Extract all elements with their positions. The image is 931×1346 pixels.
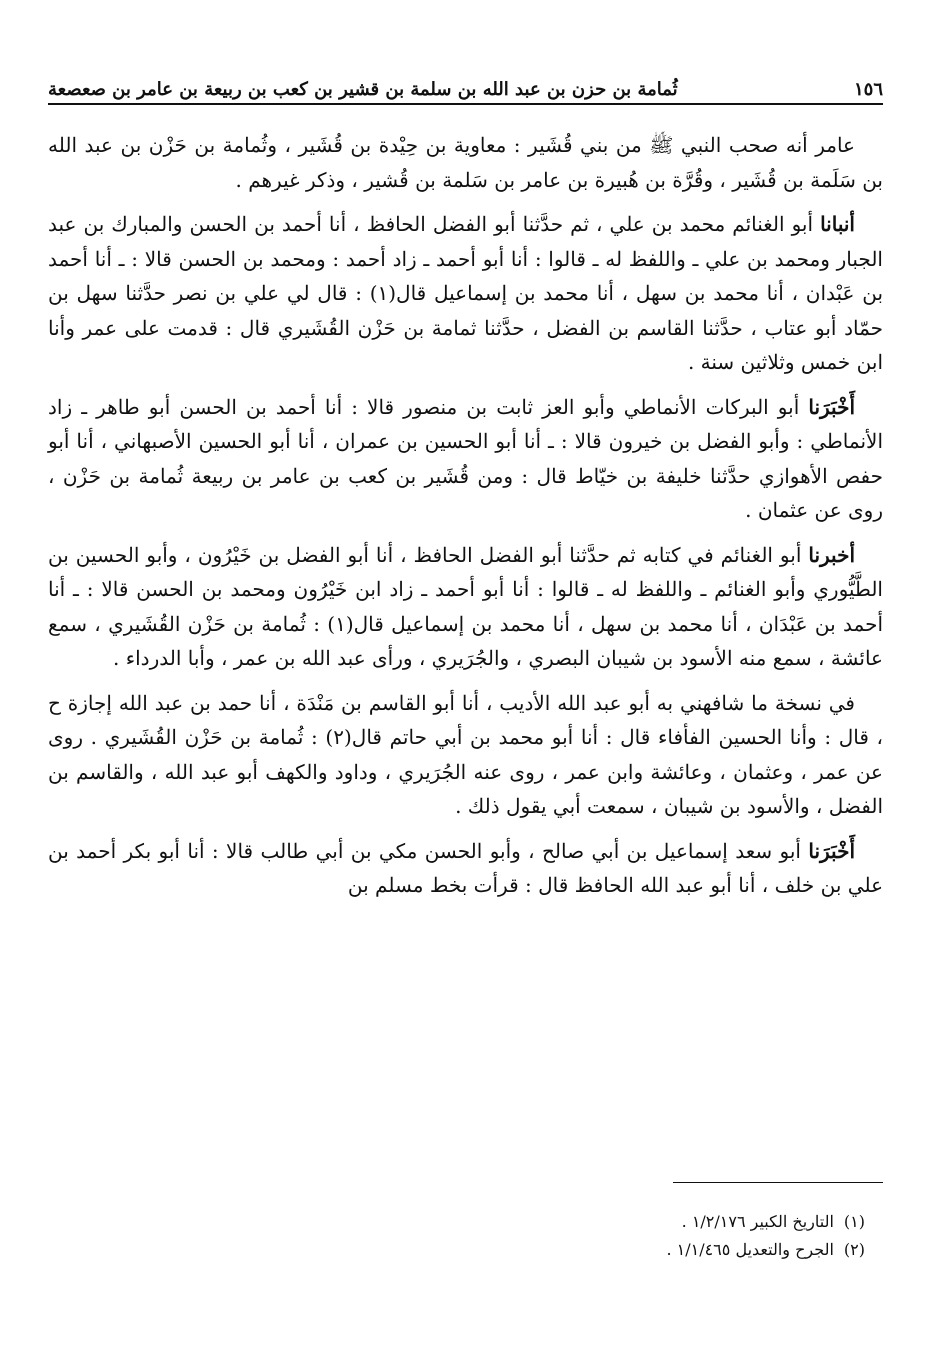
main-text — [48, 128, 883, 913]
paragraph — [48, 538, 883, 676]
paragraph-lead: أنبانا — [820, 212, 855, 236]
footnote — [48, 1208, 883, 1236]
paragraph — [48, 686, 883, 824]
paragraph-lead: أَخْبَرَنا — [808, 838, 855, 863]
paragraph-text: أبو سعد إسماعيل بن أبي صالح ، وأبو الحسن مكي بن أبي طالب قالا : أنا أبو بكر أحمد بن علي بن خلف ، أنا أبو عبد الله الحافظ قال : قرأت بخط مسلم بن — [48, 838, 883, 897]
footnote-number: (٢) — [843, 1240, 865, 1259]
paragraph-text: في نسخة ما شافهني به أبو عبد الله الأديب ، أنا أبو القاسم بن مَنْدَة ، أنا حمد بن عبد الله إجازة ح ، قال : وأنا الحسين الفأفاء قال : أنا أبو محمد بن أبي حاتم قال(٢) : ثُمامة بن حَزْن القُشَيري . روى عن عمر ، وعثمان ، وعائشة وابن عمر ، روى عنه الجُرَيري ، وداود والكهف أبو عبد الله ، والقاسم بن الفضل ، والأسود بن شيبان ، سمعت أبي يقول ذلك . — [48, 690, 883, 818]
footnote — [48, 1236, 883, 1264]
footnote-text: الجرح والتعديل ١/١/٤٦٥ . — [666, 1240, 834, 1259]
header-rule — [48, 103, 883, 105]
footnote-text: التاريخ الكبير ١/٢/١٧٦ . — [681, 1212, 834, 1231]
footnotes — [48, 1208, 883, 1264]
page-number: ١٥٦ — [853, 79, 883, 100]
footnote-number: (١) — [843, 1212, 865, 1231]
running-head — [48, 60, 883, 100]
paragraph — [48, 128, 883, 197]
running-title: ثُمامة بن حزن بن عبد الله بن سلمة بن قشير بن كعب بن ربيعة بن عامر بن صعصعة — [48, 79, 678, 100]
paragraph-text: أبو البركات الأنماطي وأبو العز ثابت بن منصور قالا : أنا أحمد بن الحسن أبو طاهر ـ زاد الأنماطي : وأبو الفضل بن خيرون قالا : ـ أنا أبو الحسين بن عمران ، أنا أبو الحسين الأصبهاني ، أنا أبو حفص الأهوازي حدَّثنا خليفة بن خيّاط قال : ومن قُشَير بن كعب بن عامر بن ربيعة ثُمامة بن حَزْن ، روى عن عثمان . — [48, 394, 883, 522]
paragraph-text: عامر أنه صحب النبي ﷺ من بني قُشَير : معاوية بن حِيْدة بن قُشَير ، وثُمامة بن حَزْن بن عبد الله بن سَلَمة بن قُشَير ، وقُرَّة بن هُبيرة بن عامر بن سَلمة بن قُشير ، وذكر غيرهم . — [48, 133, 883, 192]
footnote-rule — [673, 1182, 883, 1183]
paragraph-text: أبو الغنائم محمد بن علي ، ثم حدَّثنا أبو الفضل الحافظ ، أنا أحمد بن الحسن والمبارك بن عبد الجبار ومحمد بن علي ـ واللفظ له ـ قالوا : أنا أبو أحمد ـ زاد أحمد : ومحمد بن الحسن قالا : ـ أنا أحمد بن عَبْدان ، أنا محمد بن سهل ، أنا محمد بن إسماعيل قال(١) : قال لي علي بن نصر حدَّثنا سهل بن حمّاد أبو عتاب ، حدَّثنا القاسم بن الفضل ، حدَّثنا ثمامة بن حَزْن القُشَيري قال : قدمت على عمر وأنا ابن خمس وثلاثين سنة . — [48, 212, 884, 374]
paragraph — [48, 207, 883, 380]
paragraph-lead: أخبرنا — [808, 542, 855, 567]
paragraph-text: أبو الغنائم في كتابه ثم حدَّثنا أبو الفضل الحافظ ، أنا أبو الفضل بن خَيْرُون ، وأبو الحسين بن الطَّيُّوري وأبو الغنائم ـ واللفظ له ـ قالوا : أنا أبو أحمد ـ زاد ابن خَيْرُون ومحمد بن الحسن قالا : ـ أنا أحمد بن عَبْدَان ، أنا محمد بن سهل ، أنا محمد بن إسماعيل قال(١) : ثُمامة بن حَزْن القُشَيري ، سمع عائشة ، سمع منه الأسود بن شيبان البصري ، والجُرَيري ، ورأى عبد الله بن عمر ، وأبا الدرداء . — [48, 542, 883, 670]
paragraph — [48, 390, 883, 528]
paragraph-lead: أَخْبَرَنا — [808, 394, 855, 419]
paragraph — [48, 834, 883, 903]
